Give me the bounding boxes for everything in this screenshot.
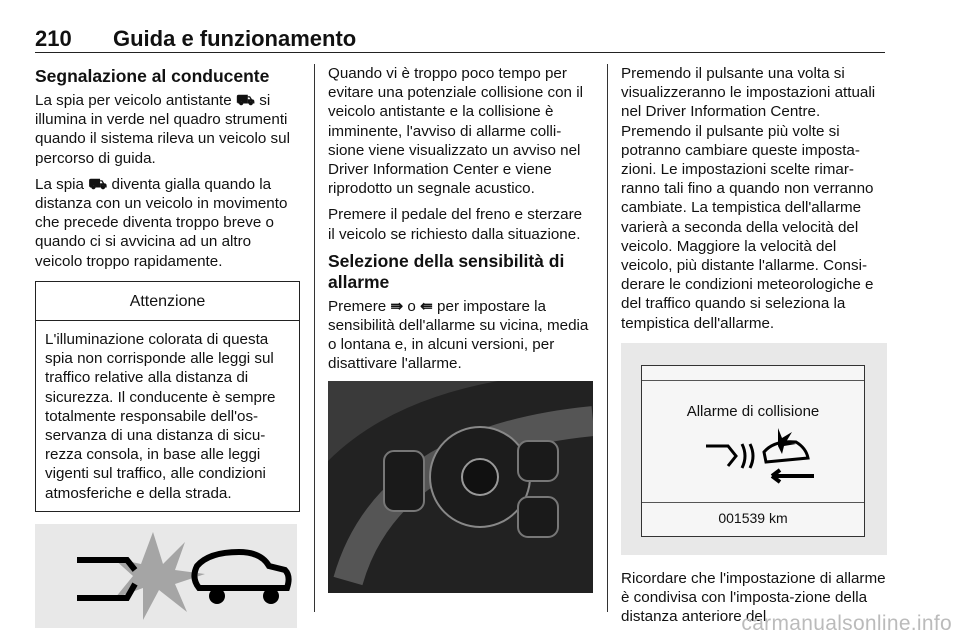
paragraph: Premendo il pulsante una volta si visualizzeranno le impostazioni attuali nel Driver Information Centre. Premendo il pulsante più volte si potranno cambiare queste imposta-zioni. Le impostazioni scelte rimar-ranno tali fino a quando non verranno cambiate. La tempistica dell'allarme varierà a seconda della velocità del veicolo. Maggiore la velocità del veicolo, più distante l'allarme. Consi-derare le condizioni meteorologiche e del traffico quando si seleziona la tempistica dell'allarme.: [621, 65, 876, 332]
column-1: [35, 64, 300, 628]
warning-text: L'illuminazione colorata di questa spia non corrisponde alle leggi sul traffico relative alla distanza di sicurezza. Il conducente è sempre totalmente responsabile dell'os-servanza di una distanza di sicu-rezza consola, in base alle leggi vigenti sul traffico, alle condizioni atmosferiche e della strada.: [45, 331, 276, 502]
dic-display: [641, 365, 865, 537]
paragraph: Premere il pedale del freno e sterzare il veicolo se richiesto dalla situazione.: [328, 206, 583, 243]
column-2: [328, 64, 593, 593]
car-front-icon: ⛟: [88, 175, 108, 193]
warning-title: Attenzione: [36, 282, 299, 321]
paragraph: La spia per veicolo antistante ⛟ si illumina in verde nel quadro strumenti quando il sistema rileva un veicolo sul percorso di guida.: [35, 92, 290, 167]
paragraph: Quando vi è troppo poco tempo per evitare una potenziale collisione con il veicolo antistante e la collisione è imminente, l'avviso di allarme colli-sione viene visualizzato un avviso nel Driver Information Center e viene riprodotto un segnale acustico.: [328, 65, 583, 198]
paragraph: Ricordare che l'impostazione di allarme è condivisa con l'imposta-zione della distanza anteriore del: [621, 569, 886, 626]
paragraph: La spia ⛟ diventa gialla quando la distanza con un veicolo in movimento che precede diventa troppo breve o quando ci si avvicina ad un altro veicolo troppo rapidamente.: [35, 175, 288, 270]
car-front-icon: ⛟: [235, 92, 256, 109]
page-title: Guida e funzionamento: [113, 26, 357, 51]
section-heading-sensitivity: Selezione della sensibilità di allarme: [328, 250, 565, 292]
paragraph: Premere ⇛ o ⇚ per impostare la sensibilità dell'allarme su vicina, media o lontana e, in alcuni versioni, per disattivare l'allarme.: [328, 297, 589, 373]
sensitivity-down-icon: ⇚: [420, 297, 433, 315]
column-divider: [607, 64, 608, 612]
odometer: 001539 km: [718, 509, 788, 526]
column-divider: [314, 64, 315, 612]
warning-box: [35, 281, 300, 512]
section-heading-driver-alert: Segnalazione al conducente: [35, 66, 270, 86]
side-button-top: [518, 441, 558, 481]
cruise-control-switch: [384, 451, 424, 511]
display-title: Allarme di collisione: [686, 402, 820, 420]
page-number: 210: [35, 26, 72, 51]
collision-alert-button: [518, 497, 558, 537]
steering-wheel-photo: [328, 381, 593, 593]
collision-illustration: [35, 524, 297, 628]
center-button: [462, 459, 498, 495]
dic-display-illustration: [621, 343, 887, 555]
forward-collision-icon: [702, 428, 822, 484]
column-3: [621, 64, 887, 633]
sensitivity-up-icon: ⇛: [390, 297, 404, 315]
page-header: [35, 26, 885, 53]
watermark: carmanualsonline.info: [741, 612, 952, 635]
